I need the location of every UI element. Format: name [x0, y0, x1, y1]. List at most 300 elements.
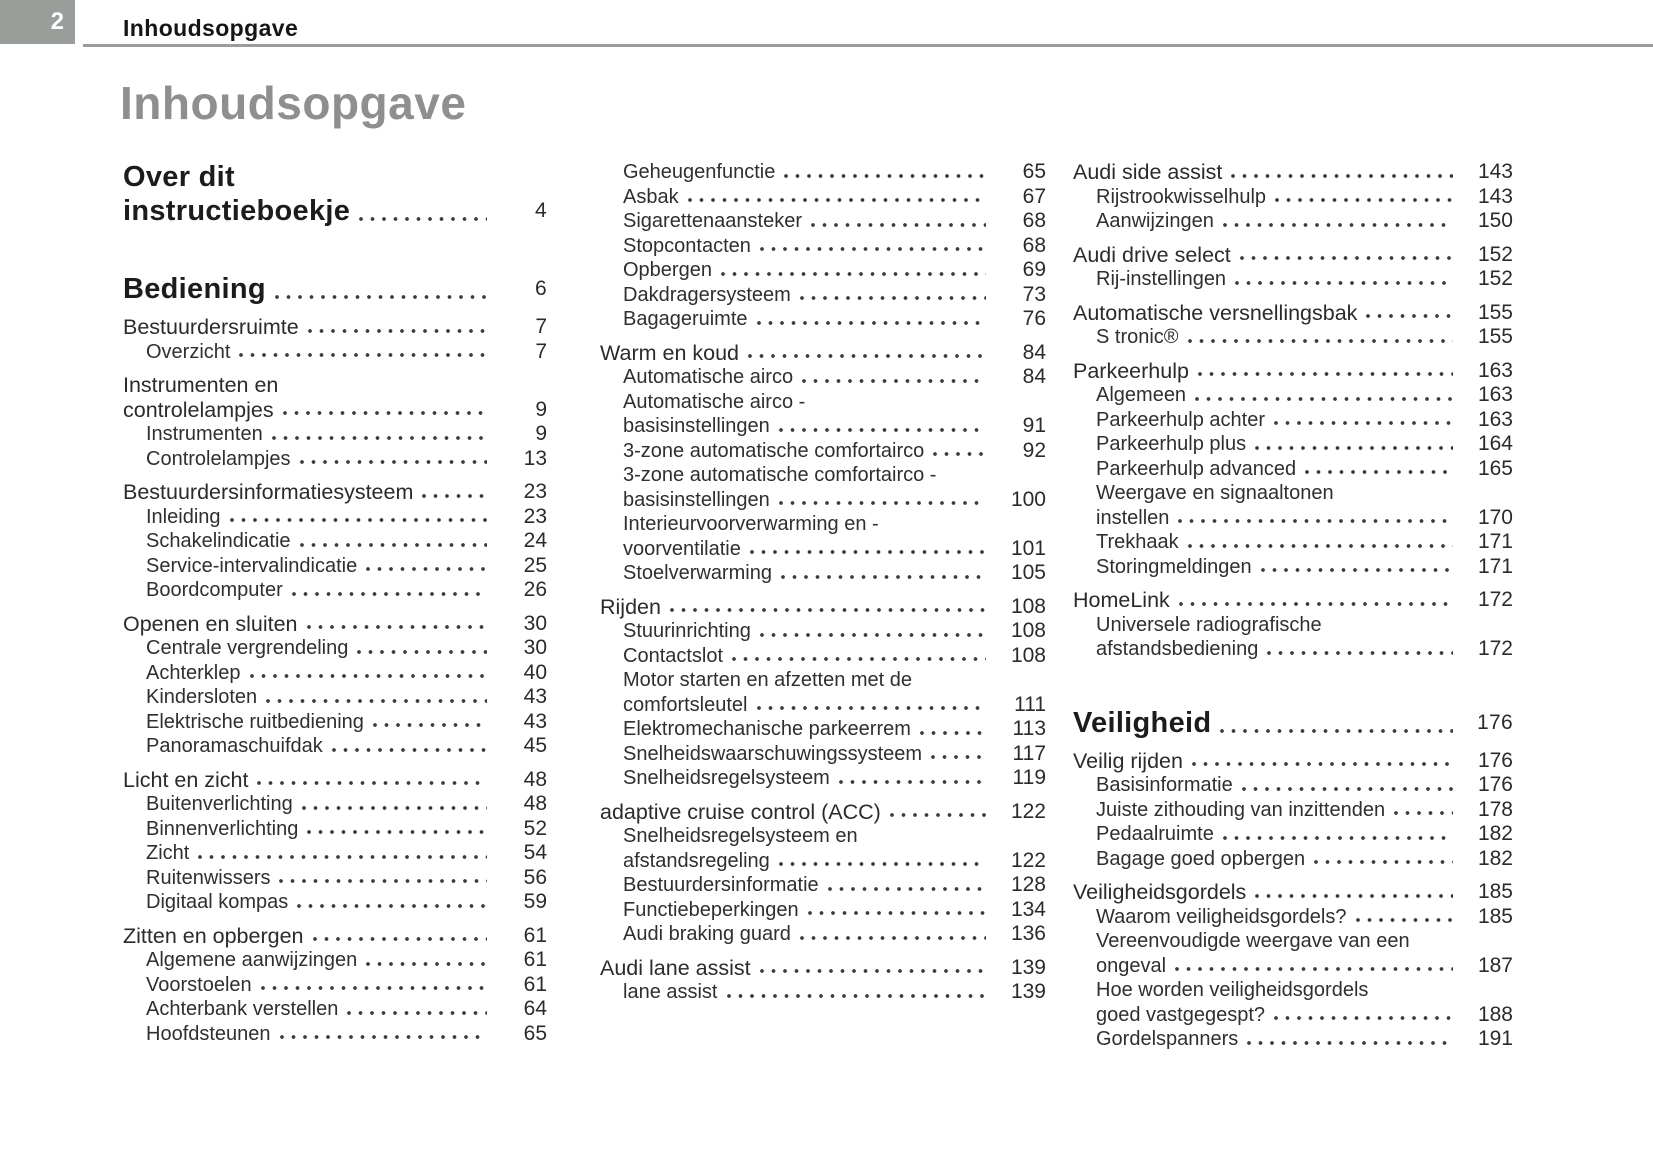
toc-entry-row [623, 766, 1046, 791]
dot-leader [920, 717, 986, 742]
toc-entry-label: Ruitenwissers [146, 866, 271, 889]
toc-entry-label: Automatische versnellingsbak [1073, 300, 1358, 325]
toc-entry-label: Rijstrookwisselhulp [1096, 185, 1267, 208]
toc-entry-label: Bediening [123, 273, 266, 305]
toc-entry-row [123, 315, 547, 340]
dot-leader [1274, 1003, 1453, 1028]
toc-entry-row [623, 209, 1046, 234]
toc-entry-page: 176 [1477, 748, 1513, 772]
toc-entry-page: 117 [1012, 741, 1046, 765]
toc-entry-label: Storingmeldingen [1096, 555, 1252, 578]
toc-entry-label: Inleiding [146, 505, 221, 528]
dot-leader [1198, 359, 1453, 384]
dot-leader [257, 768, 487, 793]
toc-entry-row [1073, 301, 1513, 326]
toc-entry-page: 13 [523, 446, 547, 470]
toc-entry [600, 824, 1046, 873]
toc-entry-label: Automatische airco [623, 366, 794, 388]
toc-entry-page: 172 [1477, 588, 1513, 611]
dot-leader [1247, 1027, 1453, 1052]
toc-entry-page: 152 [1477, 267, 1513, 290]
toc-entry-row [623, 234, 1046, 259]
toc-entry-page: 136 [1010, 922, 1046, 945]
toc-entry-page: 171 [1477, 554, 1513, 578]
toc-entry-row [146, 661, 547, 686]
toc-entry [123, 529, 547, 554]
toc-entry-page: 61 [523, 972, 547, 996]
dot-leader [800, 922, 986, 947]
dot-leader [1192, 749, 1453, 774]
dot-leader [1175, 954, 1453, 979]
toc-entry [600, 619, 1046, 644]
toc-entry-row [1096, 798, 1513, 823]
toc-entry [600, 439, 1046, 464]
toc-entry-row [1096, 209, 1513, 234]
toc-entry [1073, 905, 1513, 930]
toc-entry-label: Pedaalruimte [1096, 823, 1214, 845]
toc-entry-row [623, 717, 1046, 742]
toc-entry-page: 68 [1022, 233, 1046, 257]
toc-entry-label: HomeLink [1073, 588, 1170, 612]
toc-entry-row [123, 924, 547, 949]
toc-entry [600, 258, 1046, 283]
toc-entry-row [623, 742, 1046, 767]
toc-entry [600, 873, 1046, 898]
toc-entry [123, 480, 547, 505]
toc-entry [123, 160, 547, 228]
toc-entry-row [1096, 822, 1513, 847]
toc-entry [600, 365, 1046, 390]
toc-entry-label: Zicht [146, 842, 190, 864]
toc-entry-label: Licht en zicht [123, 767, 249, 792]
toc-entry-page: 191 [1477, 1027, 1513, 1050]
dot-leader [760, 956, 986, 981]
toc-entry-page: 108 [1010, 619, 1046, 642]
toc-entry [600, 390, 1046, 439]
dot-leader [800, 283, 986, 308]
toc-entry-row [623, 873, 1046, 898]
toc-entry-row [623, 439, 1046, 464]
dot-leader [732, 644, 986, 669]
toc-entry-label: Parkeerhulp plus [1096, 433, 1247, 455]
dot-leader [933, 439, 986, 464]
toc-entry [600, 766, 1046, 791]
toc-entry-page: 139 [1010, 980, 1046, 1003]
toc-entry-label: Geheugenfunctie [623, 161, 776, 183]
toc-entry [1073, 185, 1513, 210]
dot-leader [1305, 457, 1453, 482]
dot-leader [811, 209, 986, 234]
dot-leader [839, 766, 986, 791]
toc-entry-page: 178 [1477, 797, 1513, 821]
toc-entry-label: afstandsregeling [623, 849, 770, 872]
toc-entry [123, 866, 547, 891]
toc-entry-row [1096, 555, 1513, 580]
toc-entry-page: 68 [1022, 209, 1046, 232]
toc-entry-label: 3-zone automatische comfortairco [623, 439, 925, 462]
toc-entry [123, 841, 547, 866]
toc-entry-row [123, 272, 547, 306]
toc-entry-row [623, 160, 1046, 185]
toc-entry-row [123, 194, 547, 228]
toc-entry [600, 644, 1046, 669]
dot-leader [779, 488, 986, 513]
toc-entry [123, 612, 547, 637]
toc-entry [1073, 822, 1513, 847]
toc-entry-page: 24 [523, 529, 547, 552]
toc-entry-page: 165 [1477, 456, 1513, 480]
toc-entry-label-line: Hoe worden veiligheidsgordels [1096, 979, 1369, 1001]
toc-entry-row [623, 693, 1046, 718]
toc-entry-label: instructieboekje [123, 195, 351, 227]
toc-entry-page: 122 [1010, 848, 1046, 872]
dot-leader [1235, 267, 1453, 292]
toc-entry-row [623, 922, 1046, 947]
toc-entry-label-line: Weergave en signaaltonen [1096, 482, 1334, 504]
toc-entry [1073, 325, 1513, 350]
toc-column-3 [1073, 160, 1513, 1052]
toc-entry-page: 128 [1010, 873, 1046, 896]
toc-entry-row [623, 980, 1046, 1005]
toc-entry-page: 23 [523, 504, 547, 528]
toc-entry-page: 9 [535, 422, 547, 445]
toc-entry-row [146, 340, 547, 365]
toc-entry-label: Stuurinrichting [623, 620, 751, 642]
dot-leader [1188, 325, 1453, 350]
dot-leader [1220, 706, 1453, 740]
toc-entry [600, 717, 1046, 742]
toc-entry-label-line: Over dit [123, 161, 235, 193]
toc-entry-label: Opbergen [623, 259, 712, 281]
toc-entry-label: basisinstellingen [623, 415, 770, 437]
dot-leader [757, 693, 987, 718]
toc-entry-page: 155 [1477, 300, 1513, 324]
dot-leader [275, 272, 487, 306]
toc-entry-label: Audi lane assist [600, 955, 751, 980]
toc-entry-row [146, 817, 547, 842]
toc-entry [600, 898, 1046, 923]
toc-entry-label: Panoramaschuifdak [146, 735, 323, 757]
toc-entry [1073, 929, 1513, 978]
toc-entry [1073, 706, 1513, 740]
toc-entry-label: Parkeerhulp achter [1096, 408, 1265, 431]
toc-entry [1073, 749, 1513, 774]
toc-entry-row [623, 307, 1046, 332]
toc-entry-page: 54 [523, 841, 547, 864]
toc-entry-label: ongeval [1096, 954, 1167, 977]
toc-entry [123, 734, 547, 759]
toc-entry-row [623, 283, 1046, 308]
toc-entry-label: Parkeerhulp advanced [1096, 457, 1297, 480]
dot-leader [307, 817, 487, 842]
dot-leader [279, 866, 487, 891]
toc-entry [1073, 588, 1513, 613]
toc-entry [600, 512, 1046, 561]
dot-leader [1231, 160, 1453, 185]
toc-entry-row [623, 561, 1046, 586]
toc-entry-page: 176 [1477, 773, 1513, 796]
page-title: Inhoudsopgave [120, 77, 467, 129]
toc-entry-page: 59 [523, 890, 547, 913]
toc-entry-label: Sigarettenaansteker [623, 210, 803, 232]
dot-leader [670, 595, 986, 620]
toc-entry-row [600, 956, 1046, 981]
toc-entry-label: Overzicht [146, 340, 231, 363]
toc-entry-row [1096, 506, 1513, 531]
toc-entry [1073, 880, 1513, 905]
toc-column-1 [123, 160, 547, 1046]
dot-leader [802, 365, 986, 390]
dot-leader [261, 973, 487, 998]
dot-leader [198, 841, 487, 866]
toc-entry-label: Bagage goed opbergen [1096, 847, 1306, 870]
toc-entry [123, 948, 547, 973]
toc-entry-row [146, 578, 547, 603]
toc-entry-label-line: Automatische airco - [623, 390, 806, 413]
toc-entry-label: lane assist [623, 981, 718, 1003]
toc-entry-row [623, 619, 1046, 644]
dot-leader [332, 734, 487, 759]
toc-entry-page: 69 [1022, 258, 1046, 281]
toc-entry [123, 973, 547, 998]
toc-entry [1073, 383, 1513, 408]
toc-entry-page: 61 [523, 948, 547, 971]
toc-entry-label: Basisinformatie [1096, 774, 1233, 796]
toc-entry-label: Veilig rijden [1073, 748, 1183, 773]
toc-entry-label: Kindersloten [146, 686, 258, 708]
dot-leader [890, 800, 986, 825]
dot-leader [297, 890, 487, 915]
toc-entry-row [623, 414, 1046, 439]
dot-leader [300, 529, 487, 554]
toc-entry [600, 341, 1046, 366]
toc-entry-row [1073, 749, 1513, 774]
dot-leader [760, 619, 986, 644]
dot-leader [280, 1022, 487, 1047]
toc-entry [600, 561, 1046, 586]
toc-entry-page: 84 [1022, 365, 1046, 388]
toc-entry-label: voorventilatie [623, 537, 741, 560]
toc-entry-page: 91 [1022, 414, 1046, 437]
dot-leader [688, 185, 986, 210]
toc-entry-label: Trekhaak [1096, 531, 1179, 553]
toc-entry-page: 163 [1477, 383, 1513, 406]
toc-entry-label: Instrumenten [146, 423, 263, 445]
toc-entry-page: 143 [1477, 160, 1513, 183]
dot-leader [1267, 637, 1453, 662]
toc-entry-label: Elektromechanische parkeerrem [623, 718, 911, 740]
toc-entry-row [146, 973, 547, 998]
toc-entry-row [1073, 160, 1513, 185]
toc-entry-label: Schakelindicatie [146, 530, 291, 552]
dot-leader [1356, 905, 1454, 930]
toc-entry-label: Bestuurdersinformatiesysteem [123, 480, 414, 504]
toc-entry-row [146, 710, 547, 735]
toc-entry-label: Warm en koud [600, 340, 740, 365]
dot-leader [300, 447, 487, 472]
toc-entry-label: Waarom veiligheidsgordels? [1096, 905, 1347, 928]
toc-entry-row [146, 948, 547, 973]
toc-entry-page: 7 [535, 339, 547, 363]
toc-entry-row [146, 422, 547, 447]
page-number-tab [0, 0, 75, 44]
toc-entry-page: 185 [1477, 904, 1513, 928]
toc-entry-label: S tronic® [1096, 326, 1179, 348]
dot-leader [721, 258, 986, 283]
header-rule [83, 44, 1653, 47]
toc-entry-page: 111 [1014, 692, 1046, 716]
toc-entry-page: 182 [1477, 846, 1513, 870]
toc-entry-row [1096, 954, 1513, 979]
toc-entry [123, 890, 547, 915]
toc-entry-row [1073, 359, 1513, 384]
dot-leader [366, 948, 487, 973]
dot-leader [239, 340, 487, 365]
toc-entry-label: Rij-instellingen [1096, 268, 1227, 290]
toc-entry-page: 171 [1477, 530, 1513, 553]
toc-entry-row [1096, 1027, 1513, 1052]
toc-entry-label: Gordelspanners [1096, 1028, 1239, 1050]
toc-entry [123, 315, 547, 340]
toc-entry-page: 64 [523, 997, 547, 1020]
toc-entry-row [600, 800, 1046, 825]
toc-entry-label: Boordcomputer [146, 579, 283, 601]
toc-entry-label: Bestuurdersinformatie [623, 874, 819, 896]
toc-entry-label: Centrale vergrendeling [146, 637, 349, 659]
toc-entry-label: Achterbank verstellen [146, 998, 339, 1020]
dot-leader [1179, 588, 1453, 613]
dot-leader [308, 315, 487, 340]
dot-leader [784, 160, 986, 185]
toc-entry-row [146, 1022, 547, 1047]
dot-leader [250, 661, 488, 686]
toc-entry-label: Bestuurdersruimte [123, 315, 299, 339]
dot-leader [1178, 506, 1453, 531]
toc-entry-label-line: 3-zone automatische comfortairco - [623, 464, 937, 486]
toc-entry-label: Audi drive select [1073, 242, 1231, 267]
toc-entry-page: 40 [523, 660, 547, 684]
dot-leader [422, 480, 487, 505]
toc-entry-page: 172 [1477, 637, 1513, 660]
toc-entry-page: 185 [1477, 880, 1513, 903]
dot-leader [727, 980, 987, 1005]
dot-leader [272, 422, 487, 447]
toc-entry-page: 188 [1477, 1002, 1513, 1026]
toc-entry-page: 30 [523, 611, 547, 635]
toc-column-2 [600, 160, 1046, 1005]
toc-entry-row [123, 612, 547, 637]
toc-entry-label: Audi braking guard [623, 923, 791, 945]
toc-entry-page: 100 [1010, 487, 1046, 511]
toc-entry-page: 139 [1010, 955, 1046, 979]
dot-leader [313, 924, 488, 949]
toc-entry-row [146, 505, 547, 530]
toc-entry [1073, 359, 1513, 384]
toc-entry-label: controlelampjes [123, 397, 274, 422]
toc-entry-label: Elektrische ruitbediening [146, 710, 364, 733]
toc-entry-row [146, 685, 547, 710]
toc-entry-row [623, 898, 1046, 923]
toc-entry-row [146, 841, 547, 866]
toc-entry-page: 48 [523, 792, 547, 815]
dot-leader [1255, 432, 1453, 457]
dot-leader [808, 898, 986, 923]
toc-entry-page: 182 [1477, 822, 1513, 845]
dot-leader [347, 997, 487, 1022]
dot-leader [1240, 243, 1453, 268]
toc-entry-page: 163 [1477, 407, 1513, 431]
toc-entry [600, 980, 1046, 1005]
toc-entry [123, 1022, 547, 1047]
toc-entry-label: Asbak [623, 185, 679, 208]
toc-entry-row [123, 768, 547, 793]
toc-entry-row [146, 997, 547, 1022]
toc-entry-page: 163 [1477, 358, 1513, 382]
toc-entry-row [1096, 185, 1513, 210]
toc-entry [123, 447, 547, 472]
toc-entry-page: 73 [1022, 282, 1046, 306]
toc-entry-label: Binnenverlichting [146, 817, 299, 840]
toc-entry [600, 956, 1046, 981]
toc-entry [123, 373, 547, 422]
toc-entry-page: 176 [1477, 710, 1513, 734]
dot-leader [302, 792, 487, 817]
toc-entry-page: 25 [523, 553, 547, 577]
toc-entry-label: instellen [1096, 506, 1170, 529]
toc-entry-page: 84 [1022, 340, 1046, 364]
dot-leader [1195, 383, 1453, 408]
toc-entry-label: Digitaal kompas [146, 891, 289, 913]
toc-entry-label: Rijden [600, 594, 661, 619]
toc-entry-page: 43 [523, 685, 547, 708]
toc-entry [1073, 613, 1513, 662]
toc-entry [600, 283, 1046, 308]
toc-entry [1073, 978, 1513, 1027]
toc-entry-page: 187 [1477, 953, 1513, 977]
toc-entry-label: Dakdragersysteem [623, 283, 791, 306]
toc-entry-label-line: Snelheidsregelsysteem en [623, 825, 858, 847]
toc-entry-label: Openen en sluiten [123, 611, 298, 636]
toc-entry-row [623, 644, 1046, 669]
toc-entry-label: Stopcontacten [623, 234, 751, 257]
toc-entry [123, 817, 547, 842]
toc-entry-row [623, 185, 1046, 210]
toc-entry-page: 7 [535, 315, 547, 338]
toc-entry-label: Snelheidswaarschuwingssysteem [623, 742, 923, 765]
toc-entry-page: 108 [1010, 594, 1046, 618]
dot-leader [307, 612, 487, 637]
toc-entry-row [146, 554, 547, 579]
dot-leader [1275, 185, 1453, 210]
toc-entry-page: 108 [1010, 643, 1046, 667]
toc-entry [123, 685, 547, 710]
toc-entry [1073, 457, 1513, 482]
toc-entry [123, 768, 547, 793]
dot-leader [828, 873, 986, 898]
toc-entry [123, 710, 547, 735]
toc-entry-page: 155 [1477, 325, 1513, 348]
toc-entry-row [1096, 267, 1513, 292]
toc-entry-row [623, 537, 1046, 562]
toc-entry [1073, 481, 1513, 530]
toc-entry [123, 340, 547, 365]
dot-leader [1255, 880, 1453, 905]
toc-entry-page: 119 [1012, 766, 1046, 789]
toc-entry-page: 76 [1022, 307, 1046, 330]
toc-entry [600, 800, 1046, 825]
dot-leader [757, 307, 986, 332]
toc-entry-page: 26 [523, 578, 547, 601]
